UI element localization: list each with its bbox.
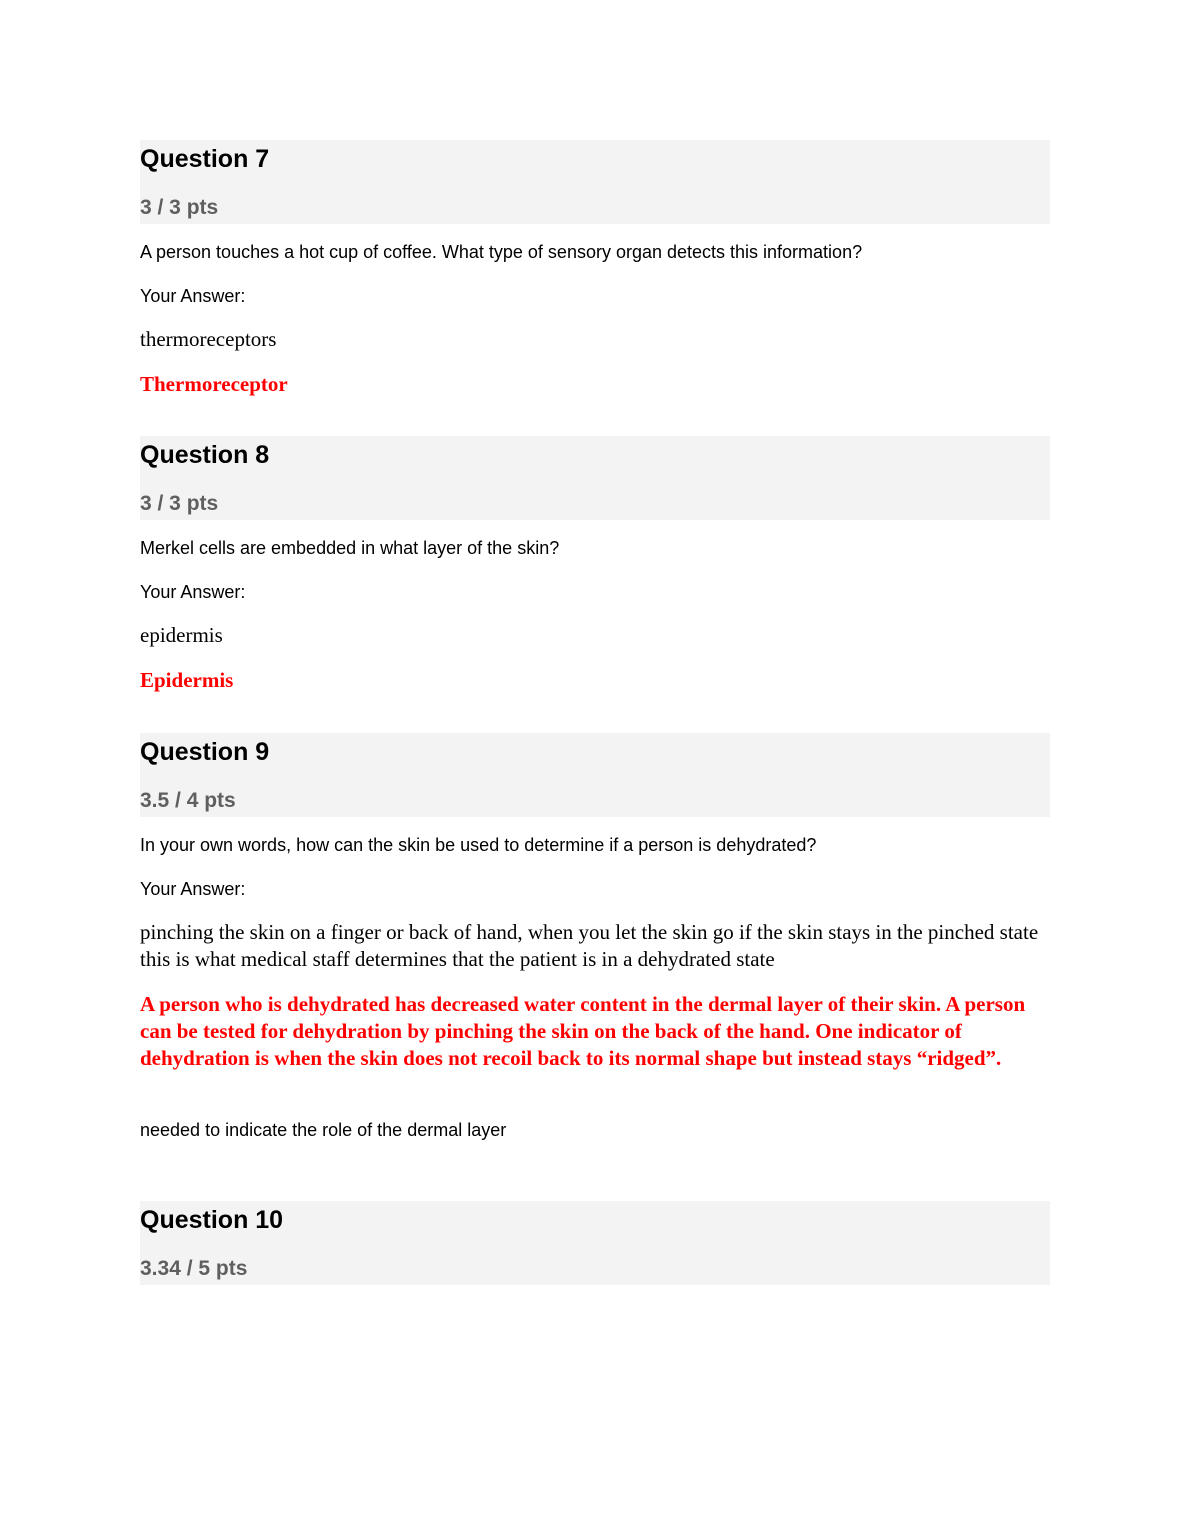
question-title: Question 8 [140,441,270,469]
question-points: 3.34 / 5 pts [140,1257,248,1280]
question-header [140,436,1050,520]
question-8 [140,436,1050,694]
correct-answer: A person who is dehydrated has decreased water content in the dermal layer of their skin. A person can be tested for dehydration by pinching the skin on the back of the hand. One indicator of dehydration is when the skin does not recoil back to its normal shape but instead stays “ridged”. [140,992,1026,1070]
your-answer-label: Your Answer: [140,286,246,306]
student-answer: thermoreceptors [140,327,277,351]
your-answer-label: Your Answer: [140,879,246,899]
question-points: 3 / 3 pts [140,492,219,515]
correct-answer: Thermoreceptor [140,372,288,396]
question-9 [140,733,1050,1142]
grader-comment: needed to indicate the role of the dermal layer [140,1120,507,1140]
question-points: 3 / 3 pts [140,196,219,219]
question-points: 3.5 / 4 pts [140,789,236,812]
question-header [140,140,1050,224]
question-title: Question 7 [140,145,270,173]
question-title: Question 10 [140,1206,284,1234]
student-answer: pinching the skin on a finger or back of hand, when you let the skin go if the skin stays in the pinched state this is what medical staff determines that the patient is in a dehydrated state [140,920,1039,971]
question-title: Question 9 [140,738,270,766]
student-answer: epidermis [140,623,223,647]
question-prompt: Merkel cells are embedded in what layer of the skin? [140,538,560,558]
question-prompt: In your own words, how can the skin be used to determine if a person is dehydrated? [140,835,817,855]
correct-answer: Epidermis [140,668,234,692]
question-10 [140,1201,1050,1285]
quiz-results-page [140,140,1050,1285]
question-header [140,1201,1050,1285]
your-answer-label: Your Answer: [140,582,246,602]
question-header [140,733,1050,817]
question-prompt: A person touches a hot cup of coffee. What type of sensory organ detects this information? [140,242,863,262]
question-7 [140,140,1050,398]
